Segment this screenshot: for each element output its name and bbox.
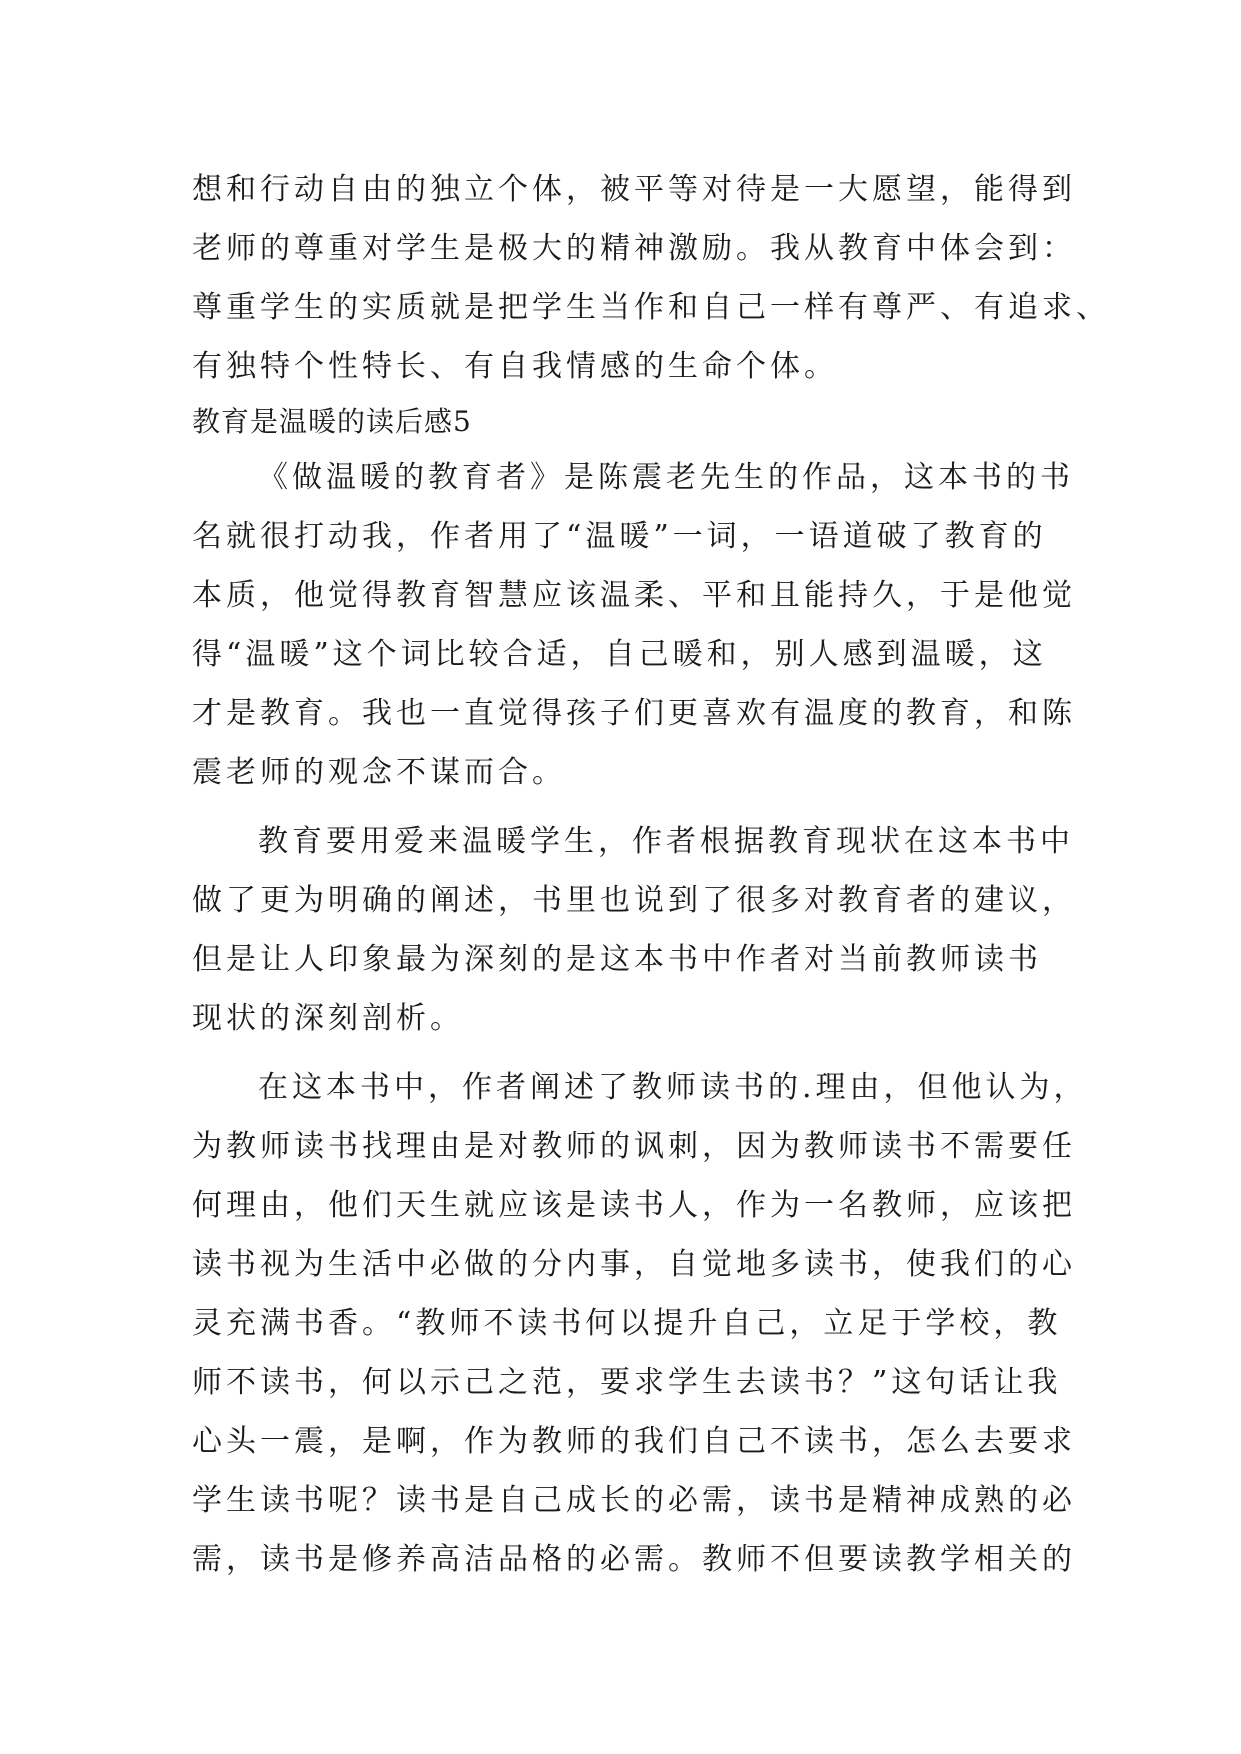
- text-line: 名就很打动我，作者用了“温暖”一词，一语道破了教育的: [192, 519, 1047, 554]
- text-line: 现状的深刻剖析。: [192, 1001, 464, 1036]
- text-line: 《做温暖的教育者》是陈震老先生的作品，这本书的书: [258, 460, 1074, 495]
- text-line: 震老师的观念不谋而合。: [192, 755, 566, 790]
- text-line: 教育要用爱来温暖学生，作者根据教育现状在这本书中: [258, 824, 1074, 859]
- text-line: 学生读书呢？读书是自己成长的必需，读书是精神成熟的必: [192, 1483, 1076, 1518]
- text-line: 为教师读书找理由是对教师的讽刺，因为教师读书不需要任: [192, 1129, 1076, 1164]
- text-line: 有独特个性特长、有自我情感的生命个体。: [192, 349, 838, 384]
- text-line: 但是让人印象最为深刻的是这本书中作者对当前教师读书: [192, 942, 1042, 977]
- text-line: 才是教育。我也一直觉得孩子们更喜欢有温度的教育，和陈: [192, 696, 1076, 731]
- text-line: 想和行动自由的独立个体，被平等对待是一大愿望，能得到: [192, 172, 1076, 207]
- text-line: 心头一震，是啊，作为教师的我们自己不读书，怎么去要求: [192, 1424, 1076, 1459]
- text-line: 灵充满书香。“教师不读书何以提升自己，立足于学校，教: [192, 1306, 1062, 1341]
- text-line: 本质，他觉得教育智慧应该温柔、平和且能持久，于是他觉: [192, 578, 1076, 613]
- section-title: 教育是温暖的读后感5: [192, 405, 472, 438]
- text-line: 做了更为明确的阐述，书里也说到了很多对教育者的建议，: [192, 883, 1076, 918]
- text-line: 读书视为生活中必做的分内事，自觉地多读书，使我们的心: [192, 1247, 1076, 1282]
- text-line: 尊重学生的实质就是把学生当作和自己一样有尊严、有追求、: [192, 290, 1110, 325]
- text-line: 何理由，他们天生就应该是读书人，作为一名教师，应该把: [192, 1188, 1076, 1223]
- text-line: 老师的尊重对学生是极大的精神激励。我从教育中体会到：: [192, 231, 1076, 266]
- text-line: 师不读书，何以示己之范，要求学生去读书？”这句话让我: [192, 1365, 1062, 1400]
- document-body: [192, 160, 1110, 1589]
- text-line: 在这本书中，作者阐述了教师读书的.理由，但他认为，: [258, 1070, 1088, 1105]
- text-line: 需，读书是修养高洁品格的必需。教师不但要读教学相关的: [192, 1542, 1076, 1577]
- text-line: 得“温暖”这个词比较合适，自己暖和，别人感到温暖，这: [192, 637, 1047, 672]
